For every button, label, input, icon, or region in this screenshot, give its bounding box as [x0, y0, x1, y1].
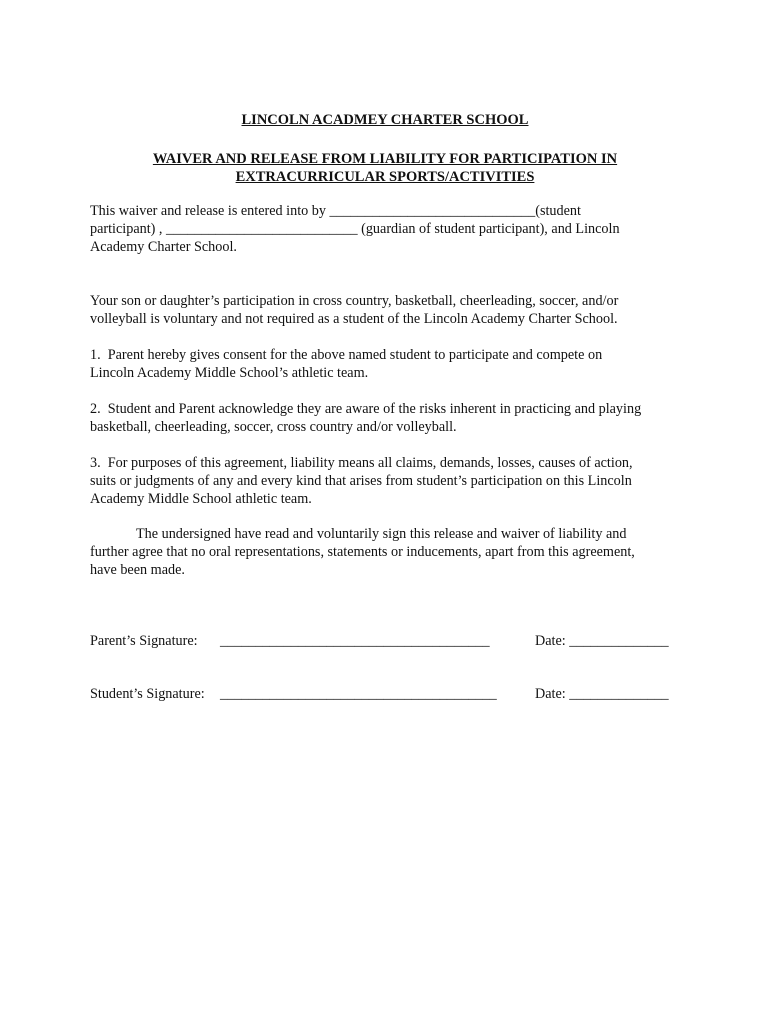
- clause-3-line-1: 3. For purposes of this agreement, liability means all claims, demands, losses, causes of action,: [90, 455, 633, 471]
- closing-line-3: have been made.: [90, 562, 185, 578]
- parent-signature-field[interactable]: ______________________________________: [220, 633, 490, 649]
- voluntary-line-1: Your son or daughter’s participation in cross country, basketball, cheerleading, soccer, and/or: [90, 293, 619, 309]
- student-date-field[interactable]: Date: ______________: [535, 686, 669, 702]
- document-title-line-1: WAIVER AND RELEASE FROM LIABILITY FOR PARTICIPATION IN: [152, 151, 618, 167]
- intro-paragraph: [90, 202, 690, 256]
- student-signature-row: [90, 685, 690, 775]
- clause-3-line-3: Academy Middle School athletic team.: [90, 491, 312, 507]
- document-title: [0, 150, 770, 186]
- student-signature-label: Student’s Signature:: [90, 686, 205, 702]
- clause-3-line-2: suits or judgments of any and every kind that arises from student’s participation on this Lincoln: [90, 473, 632, 489]
- student-signature-field[interactable]: _______________________________________: [220, 686, 497, 702]
- clause-1-line-1: 1. Parent hereby gives consent for the above named student to participate and compete on: [90, 347, 603, 363]
- document-title-line-2: EXTRACURRICULAR SPORTS/ACTIVITIES: [235, 169, 535, 185]
- clause-2-line-2: basketball, cheerleading, soccer, cross country and/or volleyball.: [90, 419, 457, 435]
- closing-line-1: The undersigned have read and voluntarily sign this release and waiver of liability and: [136, 526, 627, 542]
- closing-line-2: further agree that no oral representations, statements or inducements, apart from this agreement,: [90, 544, 635, 560]
- voluntary-line-2: volleyball is voluntary and not required as a student of the Lincoln Academy Charter School.: [90, 311, 618, 327]
- intro-line-1: This waiver and release is entered into by _____________________________(student: [90, 203, 581, 219]
- parent-date-field[interactable]: Date: ______________: [535, 633, 669, 649]
- clause-3: [90, 454, 690, 508]
- intro-line-2: participant) , ___________________________ (guardian of student participant), and Lincoln: [90, 221, 620, 237]
- parent-signature-label: Parent’s Signature:: [90, 633, 198, 649]
- clause-2: [90, 400, 690, 436]
- voluntary-paragraph: [90, 292, 690, 328]
- clause-2-line-1: 2. Student and Parent acknowledge they are aware of the risks inherent in practicing and playing: [90, 401, 642, 417]
- school-name-heading: LINCOLN ACADMEY CHARTER SCHOOL: [241, 112, 529, 128]
- clause-1: [90, 346, 690, 382]
- clause-1-line-2: Lincoln Academy Middle School’s athletic team.: [90, 365, 369, 381]
- closing-paragraph: [90, 525, 690, 579]
- intro-line-3: Academy Charter School.: [90, 239, 237, 255]
